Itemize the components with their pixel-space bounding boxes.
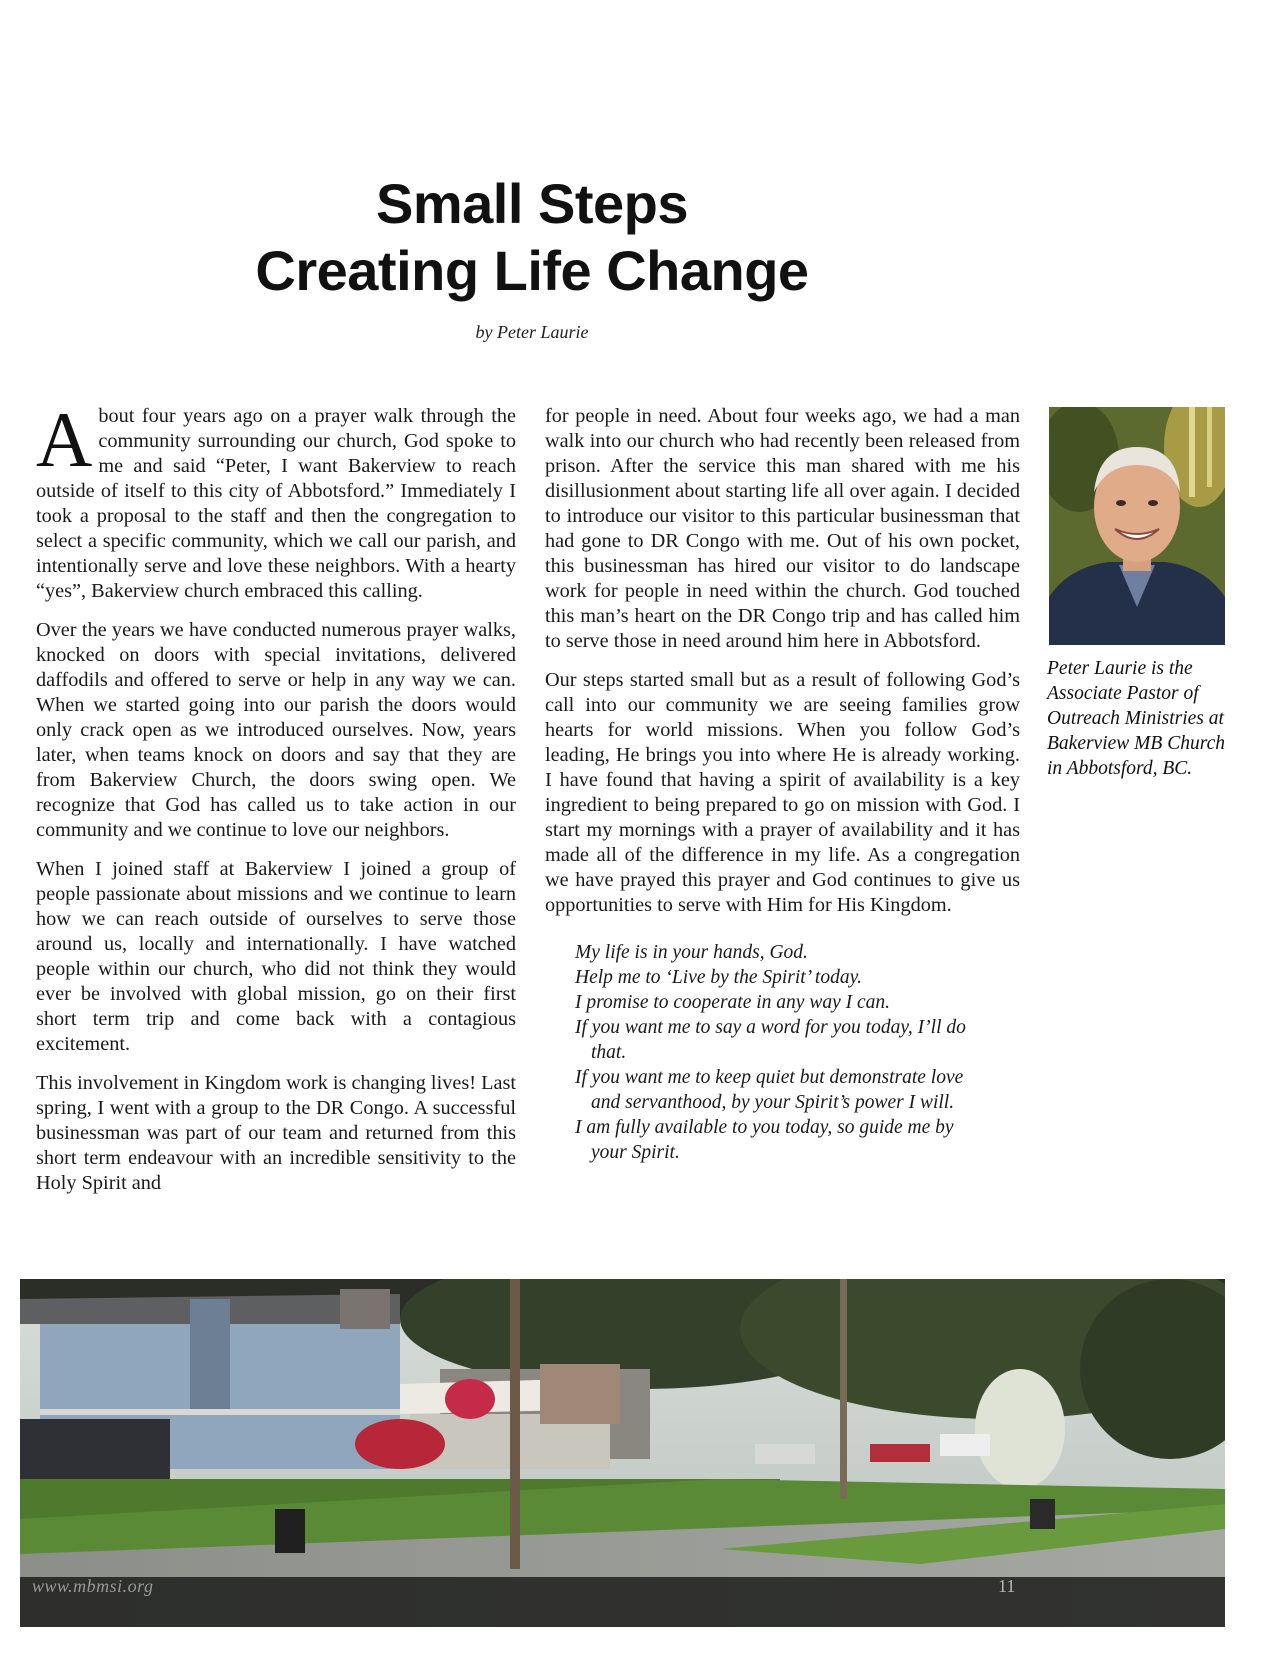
paragraph-5: for people in need. About four weeks ago, we had a man walk into our church who had recently been released from prison. After the service this man shared with me his disillusionment about starting life all over again. I decided to introduce our visitor to this particular businessman that had gone to DR Congo with me. Out of his own pocket, this businessman has hired our visitor to do landscape work for people in need within the church. God touched this man’s heart on the DR Congo trip and has called him to serve those in need around him here in Abbotsford. — [545, 405, 1020, 652]
prayer-line: Help me to ‘Live by the Spirit’ today. — [575, 967, 863, 988]
prayer-line: If you want me to say a word for you today, I’ll do that. — [575, 1017, 966, 1063]
prayer-line: If you want me to keep quiet but demonstrate love and servanthood, by your Spirit’s power I will. — [575, 1067, 964, 1113]
author-photo — [1049, 407, 1225, 645]
neighborhood-photo — [20, 1279, 1225, 1627]
article-column-1 — [36, 396, 516, 1210]
paragraph-2: Over the years we have conducted numerous prayer walks, knocked on doors with special invitations, delivered daffodils and offered to serve or help in any way we can. When we started going into our parish the doors would only crack open as we introduced ourselves. Now, years later, when teams knock on doors and say that they are from Bakerview Church, the doors swing open. We recognize that God has called us to take action in our community and we continue to love our neighbors. — [36, 619, 516, 841]
page-number: 11 — [998, 1576, 1016, 1596]
paragraph-3: When I joined staff at Bakerview I joined a group of people passionate about missions and we continue to learn how we can reach outside of ourselves to serve those around us, locally and internationally. I have watched people within our church, who did not think they would ever be involved with global mission, go on their first short term trip and come back with a contagious excitement. — [36, 858, 516, 1055]
author-portrait-image — [1049, 407, 1225, 645]
title-line-2: Creating Life Change — [255, 239, 809, 303]
prayer-block — [575, 940, 975, 1165]
prayer-line: I promise to cooperate in any way I can. — [575, 992, 890, 1013]
paragraph-4: This involvement in Kingdom work is changing lives! Last spring, I went with a group to the DR Congo. A successful businessman was part of our team and returned from this short term endeavour with an incredible sensitivity to the Holy Spirit and — [36, 1072, 516, 1194]
byline: by Peter Laurie — [475, 322, 589, 342]
drop-cap: A — [36, 396, 93, 483]
prayer-line: My life is in your hands, God. — [575, 942, 808, 963]
author-caption: Peter Laurie is the Associate Pastor of Outreach Ministries at Bakerview MB Church in Abbotsford, BC. — [1047, 658, 1225, 779]
footer-url: www.mbmsi.org — [32, 1576, 154, 1596]
neighborhood-street-image — [20, 1279, 1225, 1627]
paragraph-1-text: bout four years ago on a prayer walk through the community surrounding our church, God spoke to me and said “Peter, I want Bakerview to reach outside of itself to this city of Abbotsford.” Immediately I took a proposal to the staff and then the congregation to select a specific community, which we call our parish, and intentionally serve and love these neighbors. With a hearty “yes”, Bakerview church embraced this calling. — [36, 405, 516, 602]
paragraph-6: Our steps started small but as a result of following God’s call into our community we are seeing families grow hearts for world missions. When you follow God’s leading, He brings you into where He is already working. I have found that having a spirit of availability is a key ingredient to being prepared to go on mission with God. I start my mornings with a prayer of availability and it has made all of the difference in my life. As a congregation we have prayed this prayer and God continues to give us opportunities to serve with Him for His Kingdom. — [545, 669, 1020, 916]
prayer-line: I am fully available to you today, so guide me by your Spirit. — [575, 1117, 954, 1163]
paragraph-1 — [36, 396, 516, 604]
title-line-1: Small Steps — [376, 172, 688, 235]
article-column-2 — [545, 404, 1020, 1165]
article-title — [0, 170, 1064, 304]
